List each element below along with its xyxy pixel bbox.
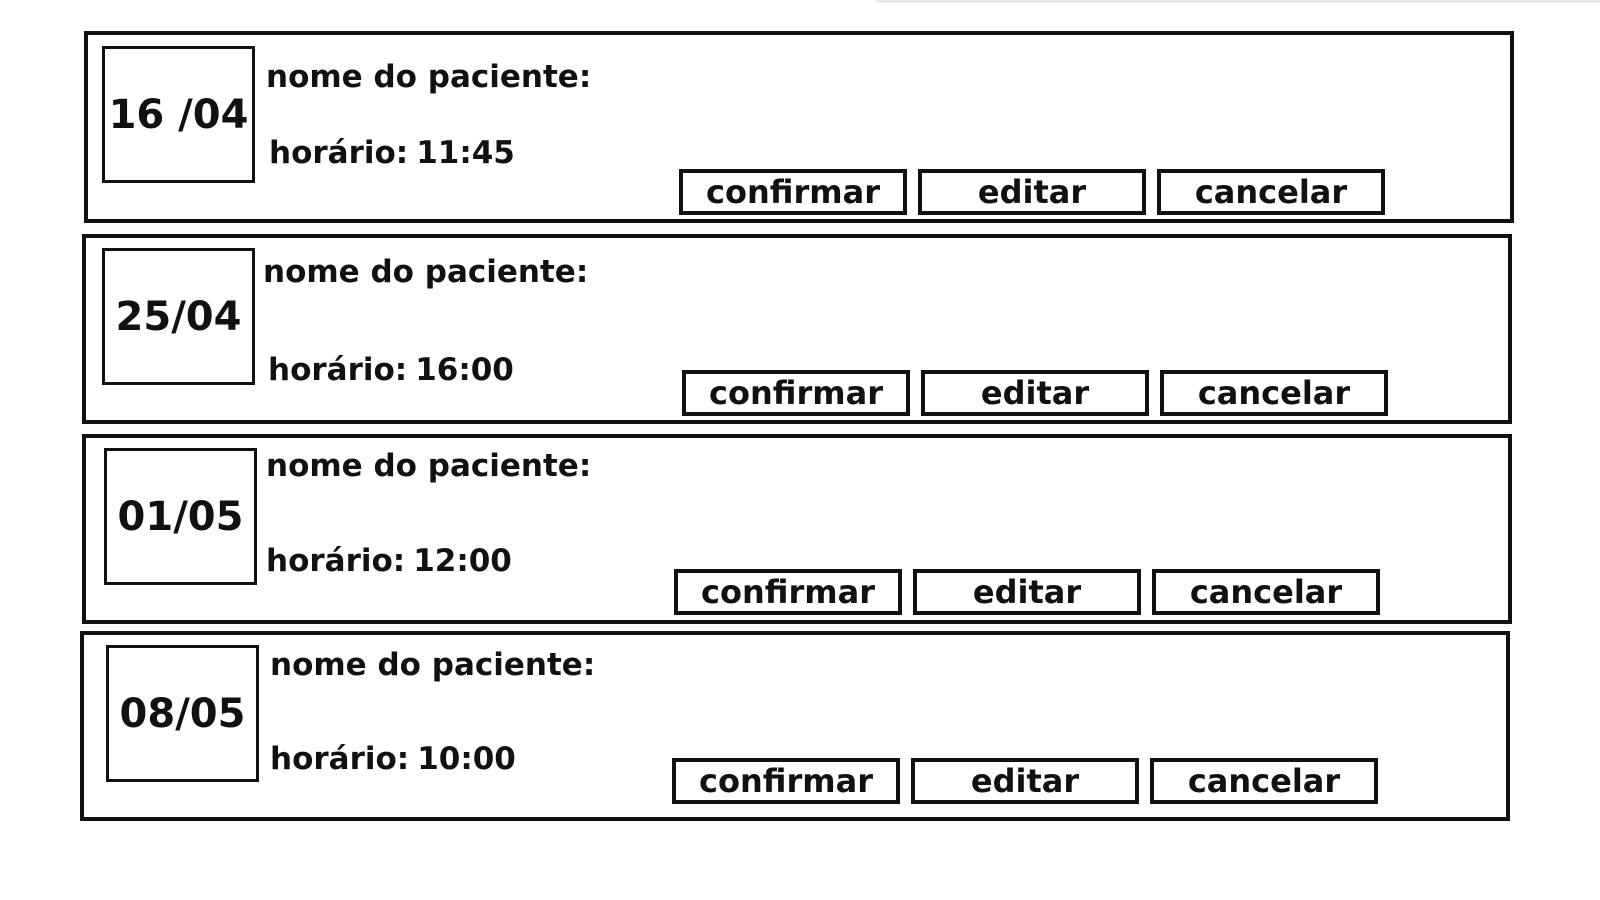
cancel-button[interactable]: cancelar [1150, 758, 1378, 804]
cancel-button[interactable]: cancelar [1160, 370, 1388, 416]
appointment-time [268, 352, 514, 388]
time-label: horário: [266, 543, 406, 579]
appointment-date: 16 /04 [102, 46, 255, 183]
appointment-date: 25/04 [102, 248, 255, 385]
appointment-card [80, 631, 1510, 821]
appointment-card [82, 434, 1512, 624]
edit-button[interactable]: editar [921, 370, 1149, 416]
appointment-time [266, 543, 512, 579]
confirm-button[interactable]: confirmar [672, 758, 900, 804]
cancel-button[interactable]: cancelar [1157, 169, 1385, 215]
patient-name-label: nome do paciente: [266, 448, 592, 484]
edit-button[interactable]: editar [911, 758, 1139, 804]
appointment-card [84, 31, 1514, 223]
appointment-time [269, 135, 515, 171]
time-label: horário: [269, 135, 409, 171]
top-divider [876, 0, 1600, 3]
confirm-button[interactable]: confirmar [682, 370, 910, 416]
confirm-button[interactable]: confirmar [679, 169, 907, 215]
appointment-card [82, 234, 1512, 424]
edit-button[interactable]: editar [913, 569, 1141, 615]
patient-name-label: nome do paciente: [266, 59, 592, 95]
patient-name-label: nome do paciente: [270, 647, 596, 683]
time-label: horário: [268, 352, 408, 388]
edit-button[interactable]: editar [918, 169, 1146, 215]
confirm-button[interactable]: confirmar [674, 569, 902, 615]
cancel-button[interactable]: cancelar [1152, 569, 1380, 615]
time-value: 16:00 [415, 352, 514, 388]
appointment-time [270, 741, 516, 777]
appointment-date: 08/05 [106, 645, 259, 782]
patient-name-label: nome do paciente: [263, 254, 589, 290]
appointment-date: 01/05 [104, 448, 257, 585]
time-label: horário: [270, 741, 410, 777]
time-value: 12:00 [413, 543, 512, 579]
time-value: 11:45 [416, 135, 515, 171]
time-value: 10:00 [417, 741, 516, 777]
